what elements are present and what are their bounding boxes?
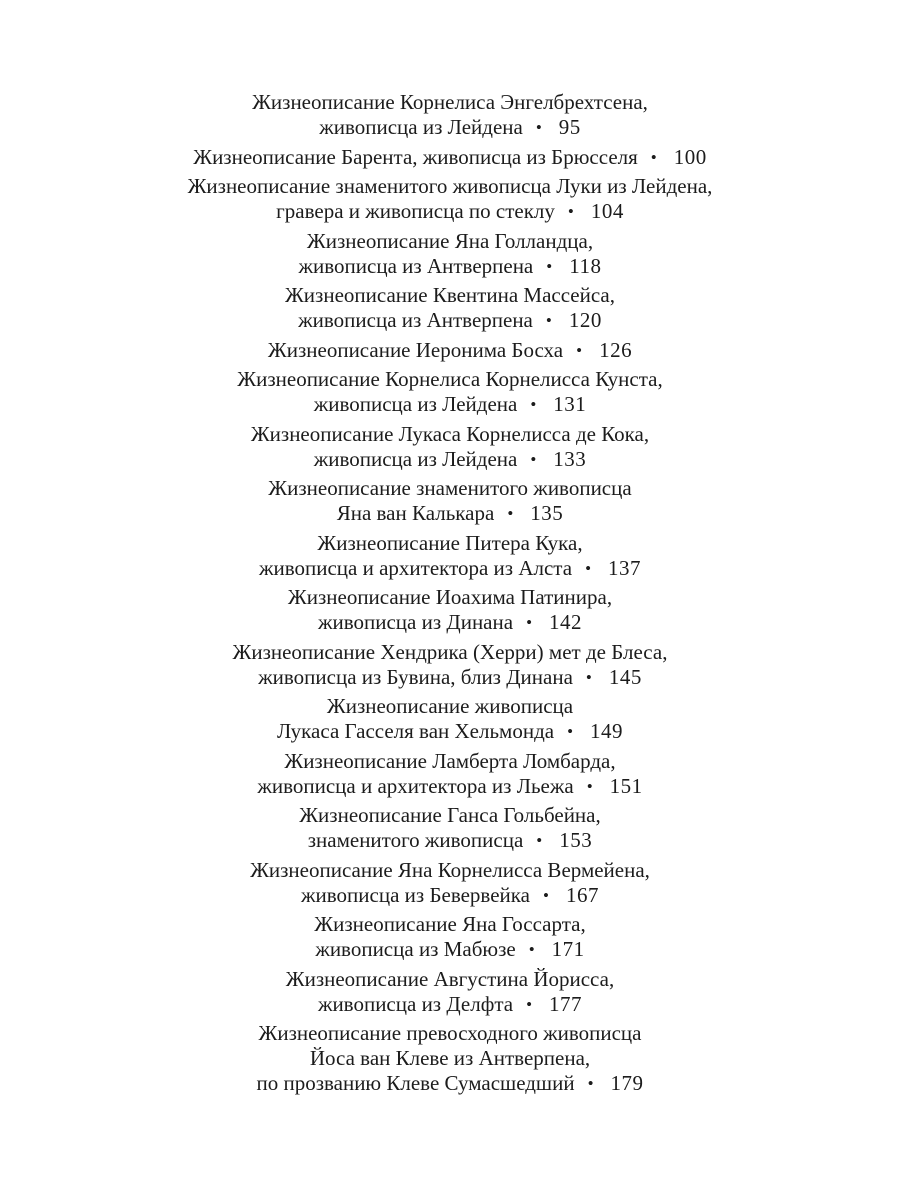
toc-entry-line: Жизнеописание Августина Йорисса, xyxy=(285,966,615,991)
toc-entry-line: Жизнеописание Ганса Гольбейна, xyxy=(299,803,601,827)
bullet-separator: • xyxy=(536,831,543,850)
toc-entry xyxy=(130,858,770,908)
page-number: 133 xyxy=(553,446,587,471)
toc-entry-text: Жизнеописание Барента, живописца из Брюсселя xyxy=(193,144,638,169)
toc-entry-line: Жизнеописание Хендрика (Херри) мет де Блеса, xyxy=(232,639,668,664)
toc-entry-line xyxy=(130,308,770,333)
table-of-contents xyxy=(130,90,770,1096)
toc-entry-line xyxy=(130,610,770,635)
toc-entry xyxy=(130,803,770,853)
page-number: 142 xyxy=(549,610,583,634)
toc-entry-line: Жизнеописание Лукаса Корнелисса де Кока, xyxy=(250,421,650,446)
toc-entry xyxy=(130,422,770,472)
toc-entry-text: знаменитого живописца xyxy=(307,828,524,852)
toc-entry-text: живописца из Делфта xyxy=(317,991,514,1016)
bullet-separator: • xyxy=(530,395,537,414)
toc-entry-line: Жизнеописание Питера Кука, xyxy=(317,530,583,555)
toc-entry xyxy=(130,476,770,526)
bullet-separator: • xyxy=(545,311,552,330)
bullet-separator: • xyxy=(585,558,592,578)
toc-entry xyxy=(130,367,770,417)
toc-entry-text: живописца и архитектора из Льежа xyxy=(257,773,574,798)
toc-entry xyxy=(130,531,770,581)
toc-entry-line xyxy=(130,665,770,690)
toc-entry-line xyxy=(130,115,770,140)
toc-entry xyxy=(130,694,770,744)
toc-entry-text: Жизнеописание Иеронима Босха xyxy=(267,337,564,362)
page-number: 137 xyxy=(608,555,642,580)
page-number: 153 xyxy=(559,828,593,852)
toc-entry-text: живописца из Антверпена xyxy=(298,308,533,332)
page-number: 95 xyxy=(558,115,581,139)
toc-entry-text: живописца из Бувина, близ Динана xyxy=(258,664,573,689)
page-number: 167 xyxy=(565,882,599,907)
toc-entry-line: Йоса ван Клеве из Антверпена, xyxy=(309,1046,591,1070)
toc-entry-text: гравера и живописца по стеклу xyxy=(276,199,555,223)
toc-entry xyxy=(130,967,770,1017)
page-number: 104 xyxy=(590,199,624,223)
toc-entry-line: Жизнеописание превосходного живописца xyxy=(258,1021,642,1045)
toc-entry-line xyxy=(130,774,770,799)
bullet-separator: • xyxy=(586,776,593,796)
page-number: 131 xyxy=(553,392,587,416)
toc-entry-text: живописца из Лейдена xyxy=(319,115,523,139)
toc-entry-line: Жизнеописание Ламберта Ломбарда, xyxy=(284,748,616,773)
toc-entry-line xyxy=(130,1071,770,1096)
page-number: 145 xyxy=(608,664,642,689)
toc-entry-line xyxy=(130,338,770,363)
bullet-separator: • xyxy=(535,118,542,137)
toc-entry-line xyxy=(130,883,770,908)
toc-entry-line xyxy=(130,828,770,853)
toc-entry-line: Жизнеописание Яна Госсарта, xyxy=(314,912,586,936)
page-number: 171 xyxy=(551,937,585,961)
toc-entry xyxy=(130,229,770,279)
bullet-separator: • xyxy=(587,1074,594,1093)
bullet-separator: • xyxy=(526,613,533,632)
toc-entry xyxy=(130,90,770,140)
bullet-separator: • xyxy=(543,885,549,905)
toc-entry-line xyxy=(130,254,770,279)
bullet-separator: • xyxy=(526,994,533,1014)
bullet-separator: • xyxy=(585,667,592,687)
toc-entry-line: Жизнеописание знаменитого живописца xyxy=(268,476,632,500)
toc-entry-line: Жизнеописание Квентина Массейса, xyxy=(284,283,615,307)
page-number: 126 xyxy=(599,337,633,362)
toc-entry-line: Жизнеописание Иоахима Патинира, xyxy=(287,585,613,609)
toc-entry-line xyxy=(130,992,770,1017)
bullet-separator: • xyxy=(528,940,535,959)
page-number: 100 xyxy=(673,144,707,169)
bullet-separator: • xyxy=(507,504,514,523)
toc-entry-line: Жизнеописание Корнелиса Корнелисса Кунста, xyxy=(237,367,663,391)
toc-entry xyxy=(130,585,770,635)
toc-entry-line xyxy=(130,556,770,581)
page-number: 177 xyxy=(549,991,583,1016)
toc-entry-text: Яна ван Калькара xyxy=(336,501,495,525)
toc-entry-line xyxy=(130,392,770,417)
toc-entry xyxy=(130,174,770,224)
toc-entry xyxy=(130,749,770,799)
toc-entry-text: живописца из Динана xyxy=(317,610,514,634)
toc-entry-line xyxy=(130,937,770,962)
toc-entry-text: живописца и архитектора из Алста xyxy=(258,555,573,580)
toc-entry xyxy=(130,338,770,363)
bullet-separator: • xyxy=(530,449,537,469)
toc-entry-line: Жизнеописание Яна Корнелисса Вермейена, xyxy=(250,857,650,882)
bullet-separator: • xyxy=(546,256,553,276)
page-number: 179 xyxy=(610,1071,644,1095)
page-number: 135 xyxy=(530,501,564,525)
toc-entry xyxy=(130,145,770,170)
toc-entry-text: живописца из Лейдена xyxy=(313,392,518,416)
toc-entry-text: по прозванию Клеве Сумасшедший xyxy=(256,1071,575,1095)
toc-entry-text: Лукаса Гасселя ван Хельмонда xyxy=(276,719,555,743)
bullet-separator: • xyxy=(650,147,657,167)
toc-entry-line xyxy=(130,447,770,472)
bullet-separator: • xyxy=(576,340,583,360)
toc-entry xyxy=(130,1021,770,1096)
bullet-separator: • xyxy=(567,722,574,741)
page-number: 149 xyxy=(590,719,624,743)
toc-entry xyxy=(130,912,770,962)
page-number: 120 xyxy=(568,308,602,332)
toc-entry-line: Жизнеописание Корнелиса Энгелбрехтсена, xyxy=(252,90,648,114)
toc-entry-line: Жизнеописание Яна Голландца, xyxy=(306,228,594,253)
toc-entry-line xyxy=(130,501,770,526)
page-number: 118 xyxy=(569,253,602,278)
toc-entry xyxy=(130,640,770,690)
bullet-separator: • xyxy=(567,202,574,221)
toc-entry-line xyxy=(130,145,770,170)
toc-entry-text: живописца из Антверпена xyxy=(298,253,534,278)
toc-entry-text: живописца из Лейдена xyxy=(313,446,518,471)
toc-entry-line xyxy=(130,199,770,224)
toc-entry-text: живописца из Бевервейка xyxy=(301,882,530,907)
toc-entry-line: Жизнеописание знаменитого живописца Луки из Лейдена, xyxy=(187,174,713,198)
toc-entry-line: Жизнеописание живописца xyxy=(326,694,574,718)
toc-entry-text: живописца из Мабюзе xyxy=(315,937,516,961)
page-number: 151 xyxy=(609,773,643,798)
toc-entry-line xyxy=(130,719,770,744)
toc-entry xyxy=(130,283,770,333)
